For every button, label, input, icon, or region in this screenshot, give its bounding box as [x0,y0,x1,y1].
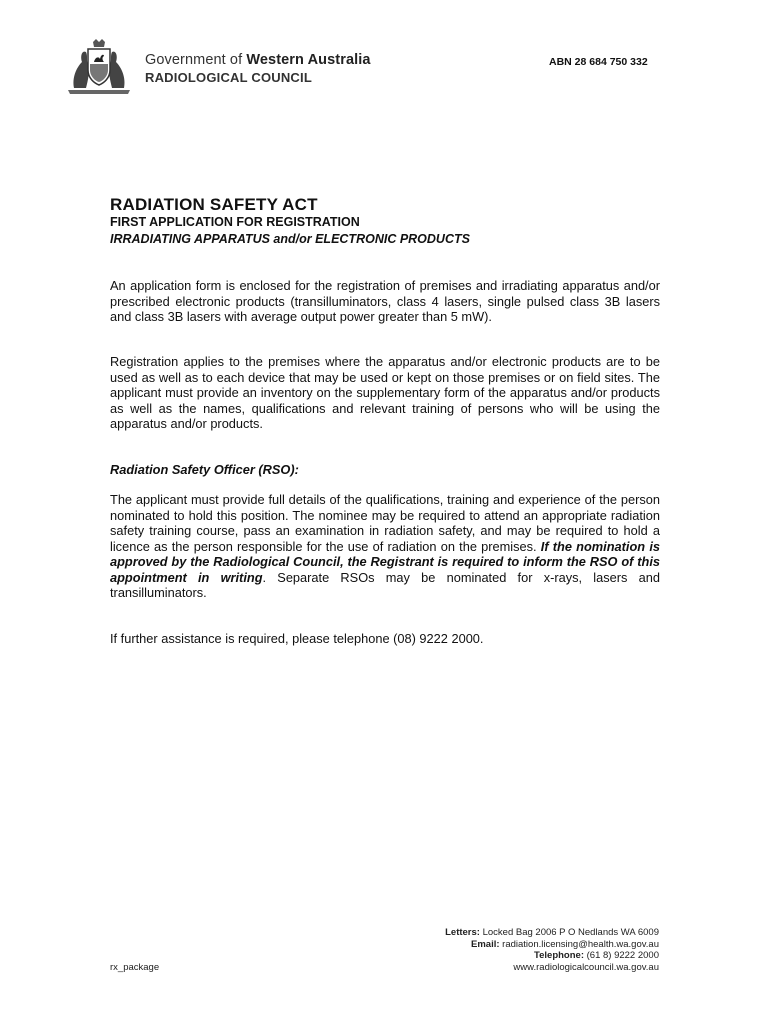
application-subtitle: FIRST APPLICATION FOR REGISTRATION [110,215,360,229]
assistance-paragraph: If further assistance is required, please telephone (08) 9222 2000. [110,631,484,646]
registration-paragraph: Registration applies to the premises where the apparatus and/or electronic products are to be used as well as to each device that may be used or kept on those premises or on field sites. The applicant must provide an inventory on the supplementary form of the apparatus and/or products as well as the names, qualifications and relevant training of persons who will be using the apparatus and/or products. [110,354,660,431]
telephone-line: Telephone: (61 8) 9222 2000 [534,950,659,961]
email-line: Email: radiation.licensing@health.wa.gov.au [471,938,659,950]
rso-paragraph: The applicant must provide full details of the qualifications, training and experience of the person nominated to hold this position. The nominee may be required to attend an appropriate radiation safety training course, pass an examination in radiation safety, and may be required to hold a licence as the person responsible for the use of radiation on the premises. If the nomination is approved by the Radiological Council, the Registrant is required to inform the RSO of this appointment in writing. Separate RSOs may be nominated for x-rays, lasers and transilluminators. [110,492,660,600]
contact-footer [445,927,659,973]
abn-number: ABN 28 684 750 332 [549,56,648,68]
rso-emphasis: If the nomination is approved by the Radiological Council, the Registrant is required to inform the RSO of this appointment in writing [110,538,660,585]
document-code: rx_package [110,962,160,973]
rso-heading: Radiation Safety Officer (RSO): [110,462,299,477]
wa-coat-of-arms-icon [66,38,132,96]
letters-line: Letters: Locked Bag 2006 P O Nedlands WA 6009 [445,927,659,938]
intro-paragraph: An application form is enclosed for the registration of premises and irradiating apparatus and/or prescribed electronic products (transilluminators, class 4 lasers, single pulsed class 3B lasers and class 3B lasers with average output power greater than 5 mW). [110,278,660,324]
website-link[interactable]: www.radiologicalcouncil.wa.gov.au [513,961,659,973]
council-name: RADIOLOGICAL COUNCIL [145,70,312,85]
apparatus-subtitle: IRRADIATING APPARATUS and/or ELECTRONIC PRODUCTS [110,232,470,246]
act-title: RADIATION SAFETY ACT [110,195,318,214]
government-title: Government of Western Australia [145,52,371,68]
